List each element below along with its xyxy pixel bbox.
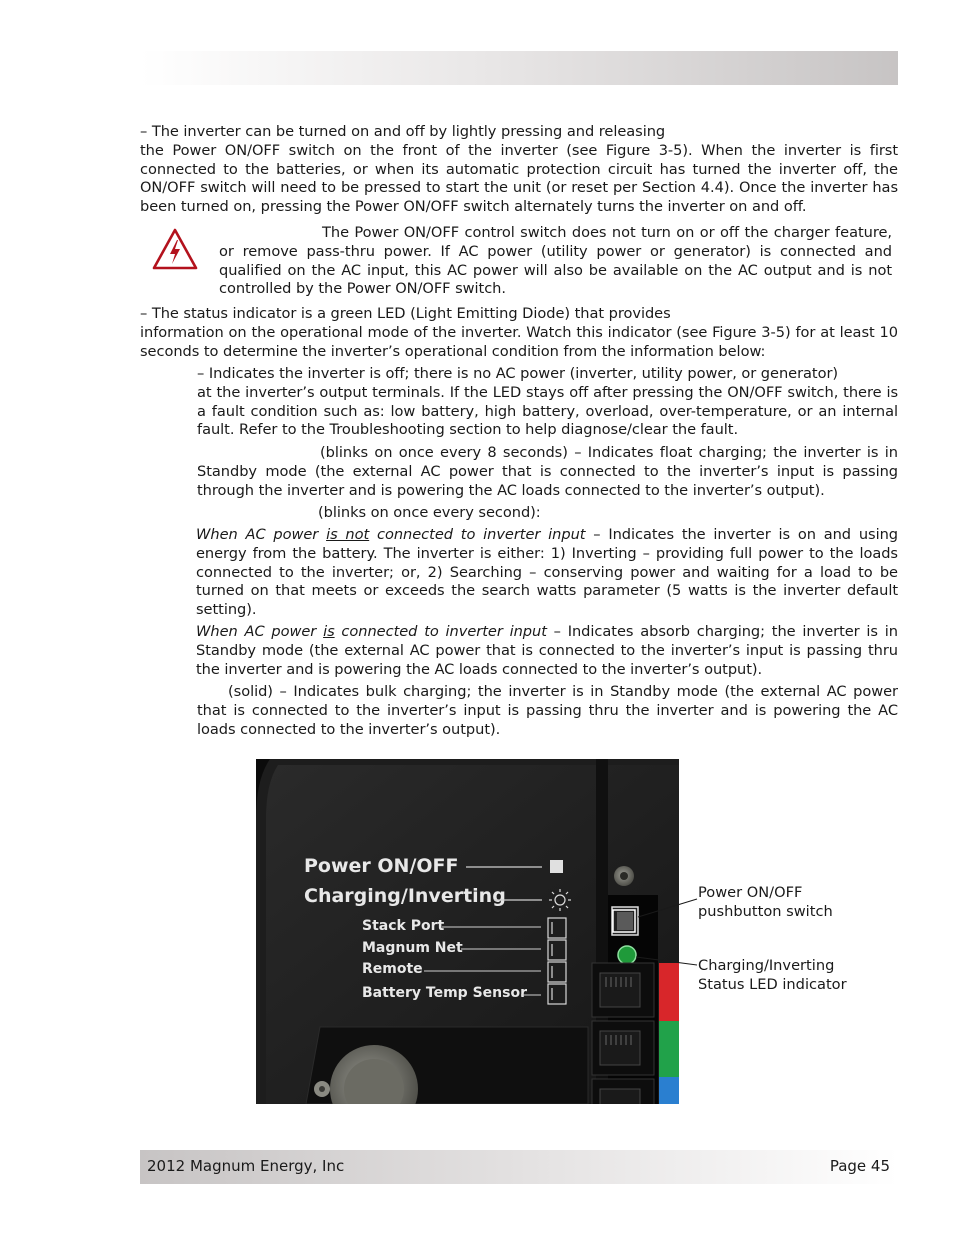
footer-page-number: Page 45 [829, 1157, 890, 1175]
ac-connected-text [196, 623, 898, 679]
callout-power-line1: Power ON/OFF [698, 884, 803, 901]
ac-not-connected-suffix: connected to inverter input [369, 526, 586, 543]
callout-power-line2: pushbutton switch [698, 903, 833, 920]
panel-label-net: Magnum Net [362, 940, 463, 956]
power-square-icon [550, 860, 563, 873]
callout-led-line1: Charging/Inverting [698, 957, 835, 974]
led-slow-blink-text: (blinks on once every 8 seconds) – Indicates float charging; the inverter is in Standby mode (the external AC power that is connected to the inverter’s input is passing through the inverter and is powering the AC loads connected to the inverter’s output). [197, 444, 898, 499]
panel-label-battery: Battery Temp Sensor [362, 985, 527, 1001]
panel-label-charging: Charging/Inverting [304, 885, 506, 907]
ac-not-connected-text [196, 526, 898, 620]
led-slow-blink-paragraph [197, 444, 898, 500]
panel-illustration [256, 759, 679, 1104]
led-fast-blink-text: (blinks on once every second): [318, 504, 541, 521]
callout-power-switch [698, 883, 833, 921]
status-indicator-body: information on the operational mode of the inverter. Watch this indicator (see Figure 3-5) for at least 10 seconds to determine the inverter’s operational condition from the information below: [140, 323, 898, 360]
led-fast-blink-heading [197, 504, 898, 523]
power-switch-body: the Power ON/OFF switch on the front of the inverter (see Figure 3-5). When the inverter is first connected to the batteries, or when its automatic protection circuit has turned the inverter off, the ON/OFF switch will need to be pressed to start the unit (or reset per Section 4.4). Once the inverter has been turned on, pressing the Power ON/OFF switch alternately turns the inverter on and off. [140, 141, 898, 216]
ac-connected-emph: is [323, 623, 335, 640]
port-red-strip [659, 963, 679, 1021]
footer-company: 2012 Magnum Energy, Inc [147, 1157, 345, 1175]
status-indicator-paragraph [140, 305, 898, 361]
led-solid-text: (solid) – Indicates bulk charging; the inverter is in Standby mode (the external AC power that is connected to the inverter’s input is passing thru the inverter and is powering the AC loads connected to the inverter’s output). [197, 683, 898, 738]
panel-label-stack: Stack Port [362, 918, 445, 934]
status-indicator-lead: – The status indicator is a green LED (Light Emitting Diode) that provides [140, 305, 671, 322]
header-bar [140, 51, 898, 85]
ac-not-connected-emph: is not [326, 526, 370, 543]
ac-not-connected-paragraph [196, 526, 898, 620]
panel-label-power: Power ON/OFF [304, 855, 459, 877]
power-switch-lead: – The inverter can be turned on and off by lightly pressing and releasing [140, 123, 666, 140]
panel-label-remote: Remote [362, 961, 423, 977]
port-green-strip [659, 1021, 679, 1077]
ac-connected-body: – Indicates absorb charging; the inverter is in Standby mode (the external AC power that is connected to the inverter’s input is passing thru the inverter and is powering the AC loads connected to the inverter’s output). [196, 623, 898, 678]
led-off-paragraph [197, 365, 898, 440]
led-off-body: at the inverter’s output terminals. If the LED stays off after pressing the ON/OFF switch, there is a fault condition such as: low battery, high battery, overload, over-temperature, or an internal fault. Refer to the Troubleshooting section to help diagnose/clear the fault. [197, 383, 898, 439]
callout-status-led [698, 956, 847, 994]
led-solid-paragraph [197, 683, 898, 739]
rj45-jacks [592, 963, 654, 1104]
ac-not-connected-prefix: When AC power [196, 526, 327, 543]
inverter-panel-photo [256, 759, 679, 1104]
ac-connected-paragraph [196, 623, 898, 679]
power-switch-paragraph [140, 123, 898, 217]
warning-note-text: The Power ON/OFF control switch does not turn on or off the charger feature, or remove pass-thru power. If AC power (utility power or generator) is connected and qualified on the AC input, this AC power will also be available on the AC output and is not controlled by the Power ON/OFF switch. [219, 224, 892, 298]
ac-connected-prefix: When AC power [196, 623, 324, 640]
led-off-lead: – Indicates the inverter is off; there is no AC power (inverter, utility power, or generator) [197, 365, 839, 382]
status-led-icon [618, 946, 636, 964]
electric-warning-icon [152, 228, 198, 270]
ac-not-connected-body: – Indicates the inverter is on and using energy from the battery. The inverter is either: 1) Inverting – providing full power to the loads connected to the inverter; or, 2) Searching – conserving power and waiting for a load to be turned on that meets or exceeds the search watts parameter (5 watts is the inverter default setting). [196, 526, 898, 619]
warning-note [219, 224, 892, 299]
port-blue-strip [659, 1077, 679, 1104]
callout-led-line2: Status LED indicator [698, 976, 847, 993]
ac-connected-suffix: connected to inverter input [334, 623, 547, 640]
